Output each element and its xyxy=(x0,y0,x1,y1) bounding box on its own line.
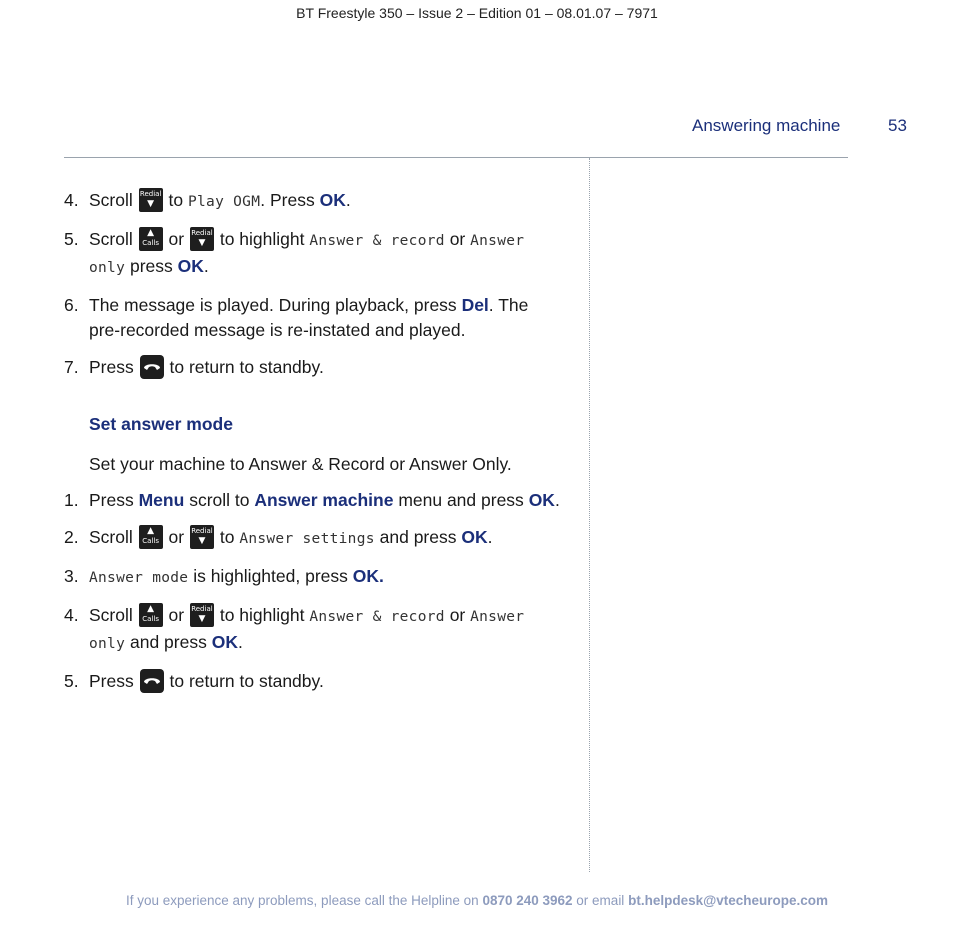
redial-down-key-icon: Redial ▼ xyxy=(190,525,214,549)
list-item: 4. Scroll Redial ▼ to Play OGM. Press OK. xyxy=(64,190,351,210)
header-rule xyxy=(64,157,848,158)
redial-down-key-icon: Redial ▼ xyxy=(190,603,214,627)
key-name: OK xyxy=(177,256,204,276)
display-text: Answer only xyxy=(89,233,525,276)
end-call-key-icon xyxy=(140,355,164,379)
helpline-footer: If you experience any problems, please call the Helpline on 0870 240 3962 or email bt.helpdesk@vtecheurope.com xyxy=(125,893,829,908)
list-item: 3. Answer mode is highlighted, press OK. xyxy=(64,566,384,586)
calls-up-key-icon: ▲ Calls xyxy=(139,227,163,251)
list-item: 7. Press to return to standby. xyxy=(64,357,324,377)
helpline-phone: 0870 240 3962 xyxy=(482,893,573,908)
list-item: 1. Press Menu scroll to Answer machine menu and press OK. xyxy=(64,490,560,510)
display-text: Answer & record xyxy=(309,609,445,625)
list-item: 2. Scroll ▲ Calls or Redial ▼ to Answer settings and press OK. xyxy=(64,526,493,547)
sub-heading-set-answer-mode: Set answer mode xyxy=(89,414,233,434)
instruction-list-set-answer-mode xyxy=(64,488,564,706)
intro-paragraph: Set your machine to Answer & Record or Answer Only. xyxy=(89,454,512,474)
helpdesk-email: bt.helpdesk@vtecheurope.com xyxy=(628,893,829,908)
calls-up-key-icon: ▲ Calls xyxy=(139,525,163,549)
list-item: 5. Press to return to standby. xyxy=(64,671,324,691)
key-name: OK xyxy=(528,490,555,510)
calls-up-key-icon: ▲ Calls xyxy=(139,603,163,627)
display-text: Play OGM xyxy=(188,194,261,210)
column-separator xyxy=(589,158,590,872)
display-text: Answer only xyxy=(89,609,525,652)
key-name: OK. xyxy=(352,566,384,586)
display-text: Answer mode xyxy=(89,570,189,586)
redial-down-key-icon: Redial ▼ xyxy=(190,227,214,251)
list-item: 4. Scroll ▲ Calls or Redial ▼ to highlight Answer & record or Answer only and press OK. xyxy=(64,604,525,652)
document-header: BT Freestyle 350 – Issue 2 – Edition 01 – 08.01.07 – 7971 xyxy=(296,5,658,21)
redial-down-key-icon: Redial ▼ xyxy=(139,188,163,212)
display-text: Answer settings xyxy=(239,531,375,547)
list-item: 6. The message is played. During playback, press Del. The pre-recorded message is re-instated and played. xyxy=(64,295,529,340)
key-name: OK xyxy=(211,632,238,652)
instruction-list-play-ogm xyxy=(64,188,564,392)
key-name: Del xyxy=(461,295,489,315)
key-name: OK xyxy=(319,190,346,210)
list-item: 5. Scroll ▲ Calls or Redial ▼ to highlight Answer & record or Answer only press OK. xyxy=(64,228,525,276)
page-number: 53 xyxy=(888,116,907,135)
key-name: Menu xyxy=(138,490,185,510)
key-name: OK xyxy=(461,527,488,547)
display-text: Answer & record xyxy=(309,233,445,249)
end-call-key-icon xyxy=(140,669,164,693)
section-title: Answering machine xyxy=(692,116,841,135)
menu-name: Answer machine xyxy=(254,490,394,510)
